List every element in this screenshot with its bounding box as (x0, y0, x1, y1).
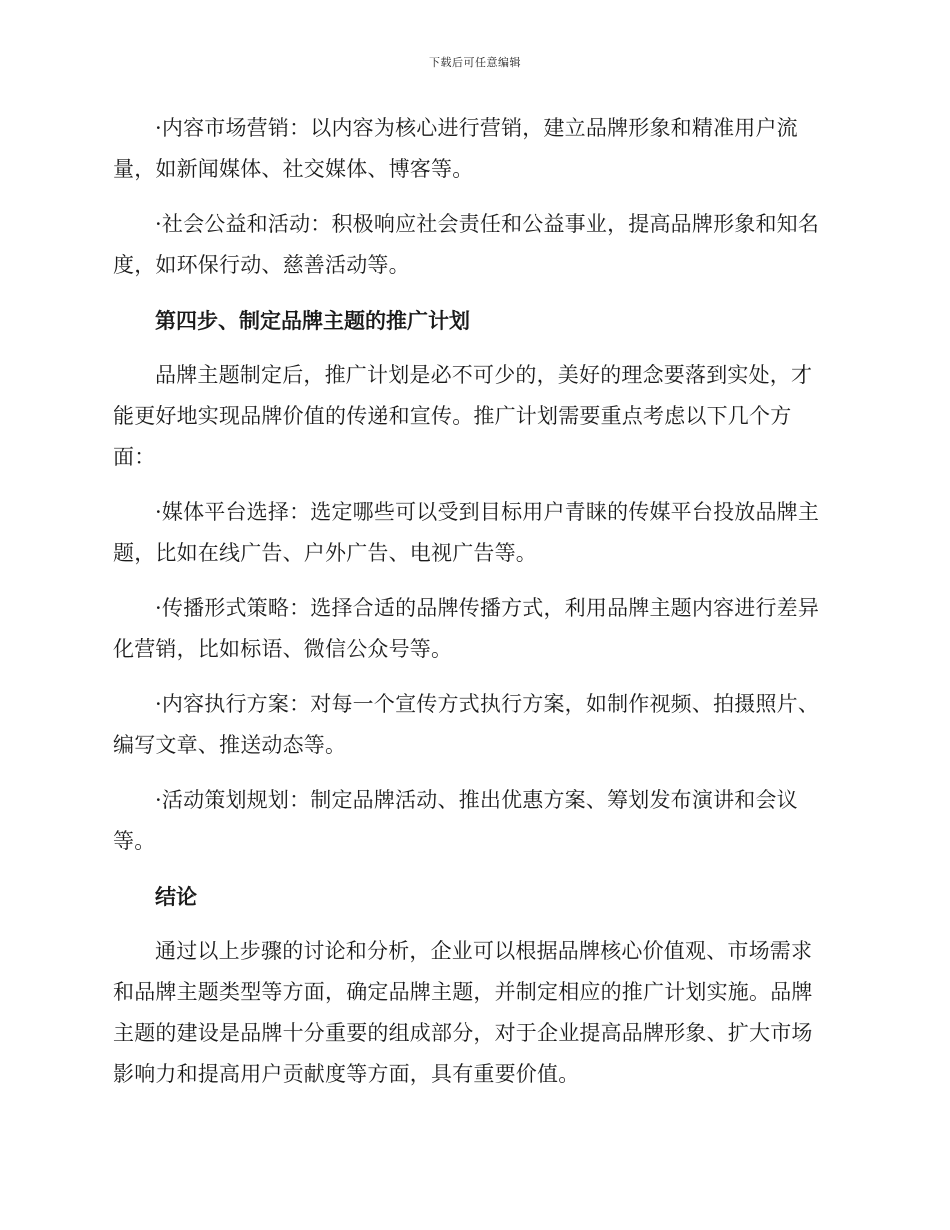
bullet-paragraph-content-execution: ·内容执行方案：对每一个宣传方式执行方案，如制作视频、拍摄照片、编写文章、推送动态等。 (113, 692, 820, 757)
page-header-note: 下载后可任意编辑 (429, 56, 521, 69)
bullet-paragraph-content-marketing: ·内容市场营销：以内容为核心进行营销，建立品牌形象和精准用户流量，如新闻媒体、社交媒体、博客等。 (113, 116, 798, 181)
section-heading-conclusion: 结论 (155, 884, 197, 909)
paragraph-promotion-plan-intro: 品牌主题制定后，推广计划是必不可少的，美好的理念要落到实处，才能更好地实现品牌价值的传递和宣传。推广计划需要重点考虑以下几个方面： (113, 363, 813, 469)
bullet-paragraph-communication-strategy: ·传播形式策略：选择合适的品牌传播方式，利用品牌主题内容进行差异化营销，比如标语、微信公众号等。 (113, 596, 820, 661)
bullet-paragraph-media-platform: ·媒体平台选择：选定哪些可以受到目标用户青睐的传媒平台投放品牌主题，比如在线广告、户外广告、电视广告等。 (113, 500, 820, 565)
paragraph-conclusion: 通过以上步骤的讨论和分析，企业可以根据品牌核心价值观、市场需求和品牌主题类型等方面，确定品牌主题，并制定相应的推广计划实施。品牌主题的建设是品牌十分重要的组成部分，对于企业提高品牌形象、扩大市场影响力和提高用户贡献度等方面，具有重要价值。 (113, 939, 813, 1086)
document-body (113, 108, 833, 1109)
bullet-paragraph-public-welfare: ·社会公益和活动：积极响应社会责任和公益事业，提高品牌形象和知名度，如环保行动、慈善活动等。 (113, 212, 820, 277)
section-heading-step-four: 第四步、制定品牌主题的推广计划 (155, 308, 470, 333)
bullet-paragraph-event-planning: ·活动策划规划：制定品牌活动、推出优惠方案、筹划发布演讲和会议等。 (113, 788, 798, 853)
